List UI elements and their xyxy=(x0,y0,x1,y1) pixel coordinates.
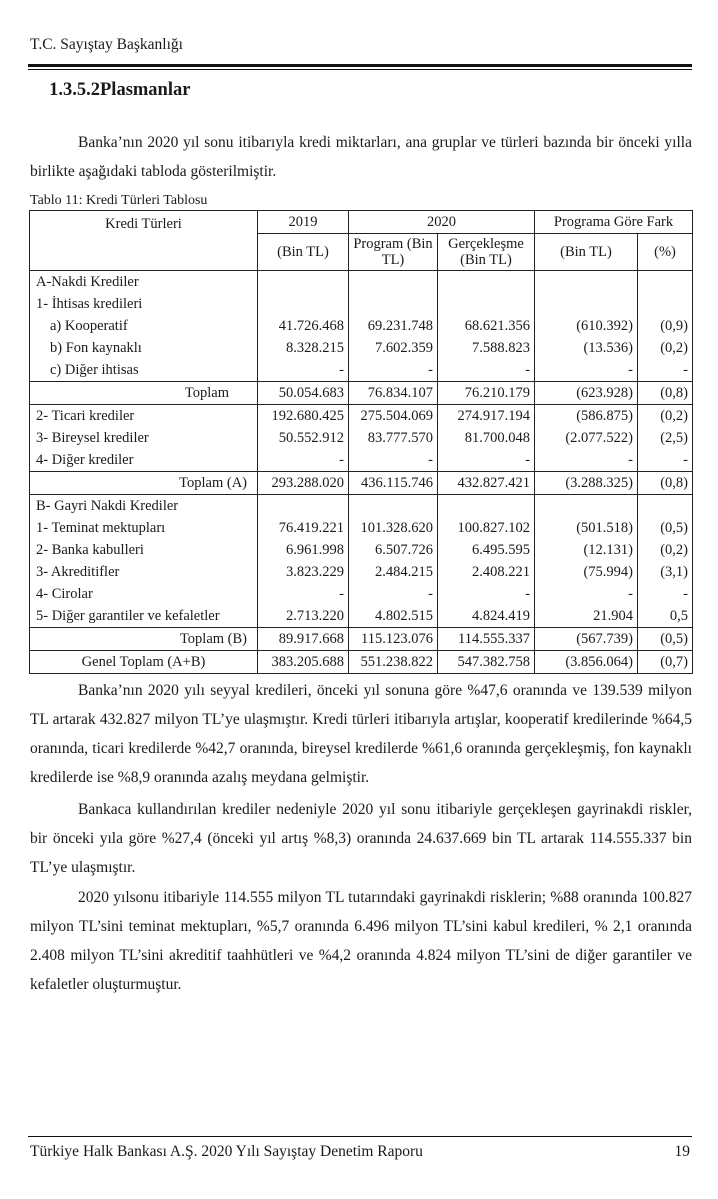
cell-2019: 293.288.020 xyxy=(258,472,349,495)
cell-gerceklesme: 4.824.419 xyxy=(438,605,535,628)
credit-types-table xyxy=(29,210,693,674)
cell-percent: (2,5) xyxy=(638,427,693,449)
section-number: 1.3.5.2 xyxy=(49,80,100,100)
cell-2019: 89.917.668 xyxy=(258,628,349,651)
page-number: 19 xyxy=(674,1143,690,1160)
cell-program: 101.328.620 xyxy=(349,517,438,539)
header-fark: Programa Göre Fark xyxy=(535,211,693,234)
cell-gerceklesme xyxy=(438,271,535,294)
cell-percent: - xyxy=(638,359,693,382)
table-row xyxy=(30,359,693,382)
table-row xyxy=(30,271,693,294)
cell-gerceklesme: 6.495.595 xyxy=(438,539,535,561)
cell-percent xyxy=(638,271,693,294)
cell-gerceklesme: 2.408.221 xyxy=(438,561,535,583)
cell-percent: (0,2) xyxy=(638,539,693,561)
cell-program: 2.484.215 xyxy=(349,561,438,583)
page-header: T.C. Sayıştay Başkanlığı xyxy=(30,36,183,53)
row-label: A-Nakdi Krediler xyxy=(30,271,258,294)
cell-gerceklesme: - xyxy=(438,583,535,605)
row-label: 5- Diğer garantiler ve kefaletler xyxy=(30,605,258,628)
row-label: 4- Cirolar xyxy=(30,583,258,605)
body-paragraph: Bankaca kullandırılan krediler nedeniyle 2020 yıl sonu itibariyle gerçekleşen gayrinakdi riskler, bir önceki yıla göre %27,4 (önceki yıl artış %8,3) oranında 24.637.669 bin TL artarak 114.555.337 bin TL’ye ulaşmıştır. xyxy=(30,801,692,876)
cell-gerceklesme xyxy=(438,495,535,518)
cell-fark: (501.518) xyxy=(535,517,638,539)
intro-paragraph: Banka’nın 2020 yıl sonu itibarıyla kredi miktarları, ana gruplar ve türleri bazında bir önceki yılla birlikte aşağıdaki tabloda gösterilmiştir. xyxy=(30,134,692,180)
cell-program: 436.115.746 xyxy=(349,472,438,495)
cell-fark: (13.536) xyxy=(535,337,638,359)
row-label: 2- Ticari krediler xyxy=(30,405,258,428)
row-label: B- Gayri Nakdi Krediler xyxy=(30,495,258,518)
cell-percent: (0,8) xyxy=(638,382,693,405)
cell-gerceklesme: 68.621.356 xyxy=(438,315,535,337)
table-row xyxy=(30,405,693,428)
cell-percent: (0,2) xyxy=(638,337,693,359)
cell-gerceklesme: 81.700.048 xyxy=(438,427,535,449)
cell-fark: 21.904 xyxy=(535,605,638,628)
cell-2019: 76.419.221 xyxy=(258,517,349,539)
cell-2019: 50.552.912 xyxy=(258,427,349,449)
table-row xyxy=(30,293,693,315)
cell-2019: 50.054.683 xyxy=(258,382,349,405)
cell-fark: - xyxy=(535,359,638,382)
cell-fark: (3.288.325) xyxy=(535,472,638,495)
cell-percent: (0,5) xyxy=(638,517,693,539)
cell-program: 275.504.069 xyxy=(349,405,438,428)
table-row xyxy=(30,583,693,605)
cell-fark: (75.994) xyxy=(535,561,638,583)
cell-percent xyxy=(638,495,693,518)
row-label: 1- İhtisas kredileri xyxy=(30,293,258,315)
table-row xyxy=(30,605,693,628)
cell-gerceklesme: 274.917.194 xyxy=(438,405,535,428)
cell-gerceklesme: - xyxy=(438,359,535,382)
row-label: Toplam (B) xyxy=(30,628,258,651)
cell-program: - xyxy=(349,583,438,605)
row-label: 2- Banka kabulleri xyxy=(30,539,258,561)
row-label: 3- Akreditifler xyxy=(30,561,258,583)
table-row xyxy=(30,539,693,561)
table-caption: Tablo 11: Kredi Türleri Tablosu xyxy=(30,193,208,208)
cell-gerceklesme xyxy=(438,293,535,315)
row-label: Genel Toplam (A+B) xyxy=(30,651,258,674)
cell-2019: 8.328.215 xyxy=(258,337,349,359)
row-label: 3- Bireysel krediler xyxy=(30,427,258,449)
table-row xyxy=(30,315,693,337)
cell-percent: 0,5 xyxy=(638,605,693,628)
cell-program: 7.602.359 xyxy=(349,337,438,359)
cell-2019: 192.680.425 xyxy=(258,405,349,428)
row-label: a) Kooperatif xyxy=(30,315,258,337)
cell-percent: - xyxy=(638,449,693,472)
cell-2019 xyxy=(258,271,349,294)
cell-program xyxy=(349,495,438,518)
cell-2019: 2.713.220 xyxy=(258,605,349,628)
row-label: b) Fon kaynaklı xyxy=(30,337,258,359)
grand-total-row xyxy=(30,651,693,674)
cell-gerceklesme: 114.555.337 xyxy=(438,628,535,651)
cell-program xyxy=(349,271,438,294)
cell-program: - xyxy=(349,449,438,472)
cell-gerceklesme: - xyxy=(438,449,535,472)
cell-gerceklesme: 100.827.102 xyxy=(438,517,535,539)
cell-fark: (567.739) xyxy=(535,628,638,651)
cell-program: 4.802.515 xyxy=(349,605,438,628)
cell-fark: (586.875) xyxy=(535,405,638,428)
cell-2019: - xyxy=(258,583,349,605)
cell-fark: - xyxy=(535,449,638,472)
cell-2019: 383.205.688 xyxy=(258,651,349,674)
header-kredi-turleri: Kredi Türleri xyxy=(30,211,258,271)
cell-2019 xyxy=(258,293,349,315)
subtotal-row xyxy=(30,382,693,405)
section-heading xyxy=(30,80,190,101)
cell-program: - xyxy=(349,359,438,382)
cell-fark: (623.928) xyxy=(535,382,638,405)
header-2020: 2020 xyxy=(349,211,535,234)
header-2019: 2019 xyxy=(258,211,349,234)
cell-fark: (2.077.522) xyxy=(535,427,638,449)
cell-percent: (3,1) xyxy=(638,561,693,583)
cell-program: 551.238.822 xyxy=(349,651,438,674)
footer-rule xyxy=(28,1136,692,1137)
cell-percent: (0,8) xyxy=(638,472,693,495)
header-rule-thin xyxy=(28,69,692,70)
cell-program: 76.834.107 xyxy=(349,382,438,405)
cell-gerceklesme: 547.382.758 xyxy=(438,651,535,674)
cell-2019: - xyxy=(258,359,349,382)
cell-percent: - xyxy=(638,583,693,605)
row-label: 1- Teminat mektupları xyxy=(30,517,258,539)
row-label: c) Diğer ihtisas xyxy=(30,359,258,382)
cell-fark: (3.856.064) xyxy=(535,651,638,674)
cell-gerceklesme: 432.827.421 xyxy=(438,472,535,495)
cell-program xyxy=(349,293,438,315)
table-row xyxy=(30,495,693,518)
section-title: Plasmanlar xyxy=(100,80,191,100)
header-gerceklesme: Gerçekleşme (Bin TL) xyxy=(438,234,535,271)
cell-fark: (12.131) xyxy=(535,539,638,561)
subtotal-row xyxy=(30,628,693,651)
cell-gerceklesme: 7.588.823 xyxy=(438,337,535,359)
cell-2019: - xyxy=(258,449,349,472)
cell-2019 xyxy=(258,495,349,518)
subtotal-row xyxy=(30,472,693,495)
header-2019-unit: (Bin TL) xyxy=(258,234,349,271)
row-label: Toplam xyxy=(30,382,258,405)
row-label: 4- Diğer krediler xyxy=(30,449,258,472)
cell-percent: (0,2) xyxy=(638,405,693,428)
cell-fark: (610.392) xyxy=(535,315,638,337)
header-program: Program (Bin TL) xyxy=(349,234,438,271)
cell-percent: (0,9) xyxy=(638,315,693,337)
cell-2019: 3.823.229 xyxy=(258,561,349,583)
table-row xyxy=(30,561,693,583)
header-fark-unit: (Bin TL) xyxy=(535,234,638,271)
body-paragraph: Banka’nın 2020 yılı seyyal kredileri, önceki yıl sonuna göre %47,6 oranında ve 139.539 milyon TL artarak 432.827 milyon TL’ye ulaşmıştır. Kredi türleri itibarıyla artışlar, kooperatif kredilerinde %64,5 oranında, ticari kredilerde %42,7 oranında, bireysel kredilerde %61,6 oranında gerçekleşmiş, fon kaynaklı kredilerde ise %8,9 oranında azalış meydana gelmiştir. xyxy=(30,682,692,786)
cell-percent: (0,5) xyxy=(638,628,693,651)
table-row xyxy=(30,517,693,539)
cell-program: 6.507.726 xyxy=(349,539,438,561)
cell-program: 115.123.076 xyxy=(349,628,438,651)
cell-2019: 41.726.468 xyxy=(258,315,349,337)
cell-program: 69.231.748 xyxy=(349,315,438,337)
cell-program: 83.777.570 xyxy=(349,427,438,449)
cell-gerceklesme: 76.210.179 xyxy=(438,382,535,405)
cell-fark xyxy=(535,271,638,294)
page-footer: Türkiye Halk Bankası A.Ş. 2020 Yılı Sayıştay Denetim Raporu xyxy=(30,1143,423,1160)
cell-fark xyxy=(535,293,638,315)
table-row xyxy=(30,337,693,359)
table-row xyxy=(30,449,693,472)
cell-fark: - xyxy=(535,583,638,605)
header-percent: (%) xyxy=(638,234,693,271)
cell-percent: (0,7) xyxy=(638,651,693,674)
row-label: Toplam (A) xyxy=(30,472,258,495)
table-row xyxy=(30,427,693,449)
cell-fark xyxy=(535,495,638,518)
cell-percent xyxy=(638,293,693,315)
header-rule-thick xyxy=(28,64,692,67)
cell-2019: 6.961.998 xyxy=(258,539,349,561)
body-paragraph: 2020 yılsonu itibariyle 114.555 milyon TL tutarındaki gayrinakdi risklerin; %88 oranında 100.827 milyon TL’sini teminat mektupları, %5,7 oranında 6.496 milyon TL’sini kabul kredileri, % 2,1 oranında 2.408 milyon TL’sini akreditif taahhütleri ve %4,2 oranında 4.824 milyon TL’sini de diğer garantiler ve kefaletler oluşturmuştur. xyxy=(30,889,692,993)
